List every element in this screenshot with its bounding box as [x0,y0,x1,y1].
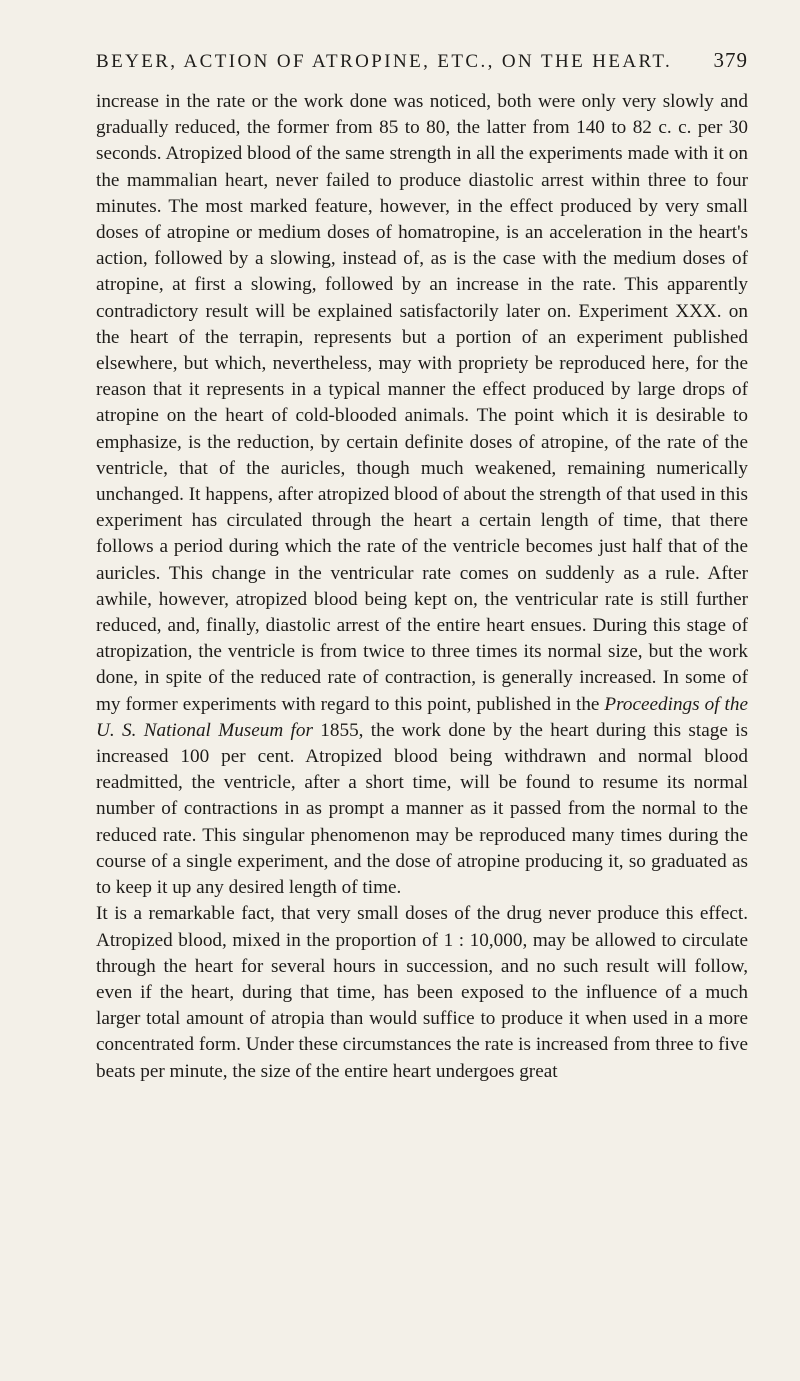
running-title: BEYER, ACTION OF ATROPINE, ETC., ON THE HEART. [96,51,673,72]
running-header [96,48,748,73]
page-number: 379 [713,48,748,72]
paragraph-1-text-a: increase in the rate or the work done was noticed, both were only very slowly and gradually reduced, the former from 85 to 80, the latter from 140 to 82 c. c. per 30 seconds. Atropized blood of the same strength in all the experiments made with it on the mammalian heart, never failed to produce diastolic arrest within three to four minutes. The most marked feature, however, in the effect produced by very small doses of atropine or medium doses of homatropine, is an acceleration in the heart's action, followed by a slowing, instead of, as is the case with the medium doses of atropine, at first a slowing, followed by an increase in the rate. This apparently contradictory result will be explained satisfactorily later on. Experiment XXX. on the heart of the terrapin, represents but a portion of an experiment published elsewhere, but which, nevertheless, may with propriety be reproduced here, for the reason that it represents in a typical manner the effect produced by large drops of atropine on the heart of cold-blooded animals. The point which it is desirable to emphasize, is the reduction, by certain definite doses of atropine, of the rate of the ventricle, that of the auricles, though much weakened, remaining numerically unchanged. It happens, after atropized blood of about the strength of that used in this experiment has circulated through the heart a certain length of time, that there follows a period during which the rate of the ventricle becomes just half that of the auricles. This change in the ventricular rate comes on suddenly as a rule. After awhile, however, atropized blood being kept on, the ventricular rate is still further reduced, and, finally, diastolic arrest of the entire heart ensues. During this stage of atropization, the ventricle is from twice to three times its normal size, but the work done, in spite of the reduced rate of contraction, is generally increased. In some of my former experiments with regard to this point, published in the [96,91,748,715]
paragraph-1 [96,89,748,901]
paragraph-2: It is a remarkable fact, that very small doses of the drug never produce this effect. Atropized blood, mixed in the proportion of 1 : 10,000, may be allowed to circulate through the heart for several hours in succession, and no such result will follow, even if the heart, during that time, has been exposed to the influence of a much larger total amount of atropia than would suffice to produce it when used in a more concentrated form. Under these circumstances the rate is increased from three to five beats per minute, the size of the entire heart undergoes great [96,903,748,1082]
journal-title-italic: Proceedings of the U. S. National Museum for [96,693,748,741]
body-text [96,89,748,1085]
paragraph-1-text-b: 1855, the work done by the heart during this stage is increased 100 per cent. Atropized blood being withdrawn and normal blood readmitted, the ventricle, after a short time, will be found to resume its normal number of contractions in as prompt a manner as it passed from the normal to the reduced rate. This singular phenomenon may be reproduced many times during the course of a single experiment, and the dose of atropine producing it, so graduated as to keep it up any desired length of time. [96,719,748,899]
